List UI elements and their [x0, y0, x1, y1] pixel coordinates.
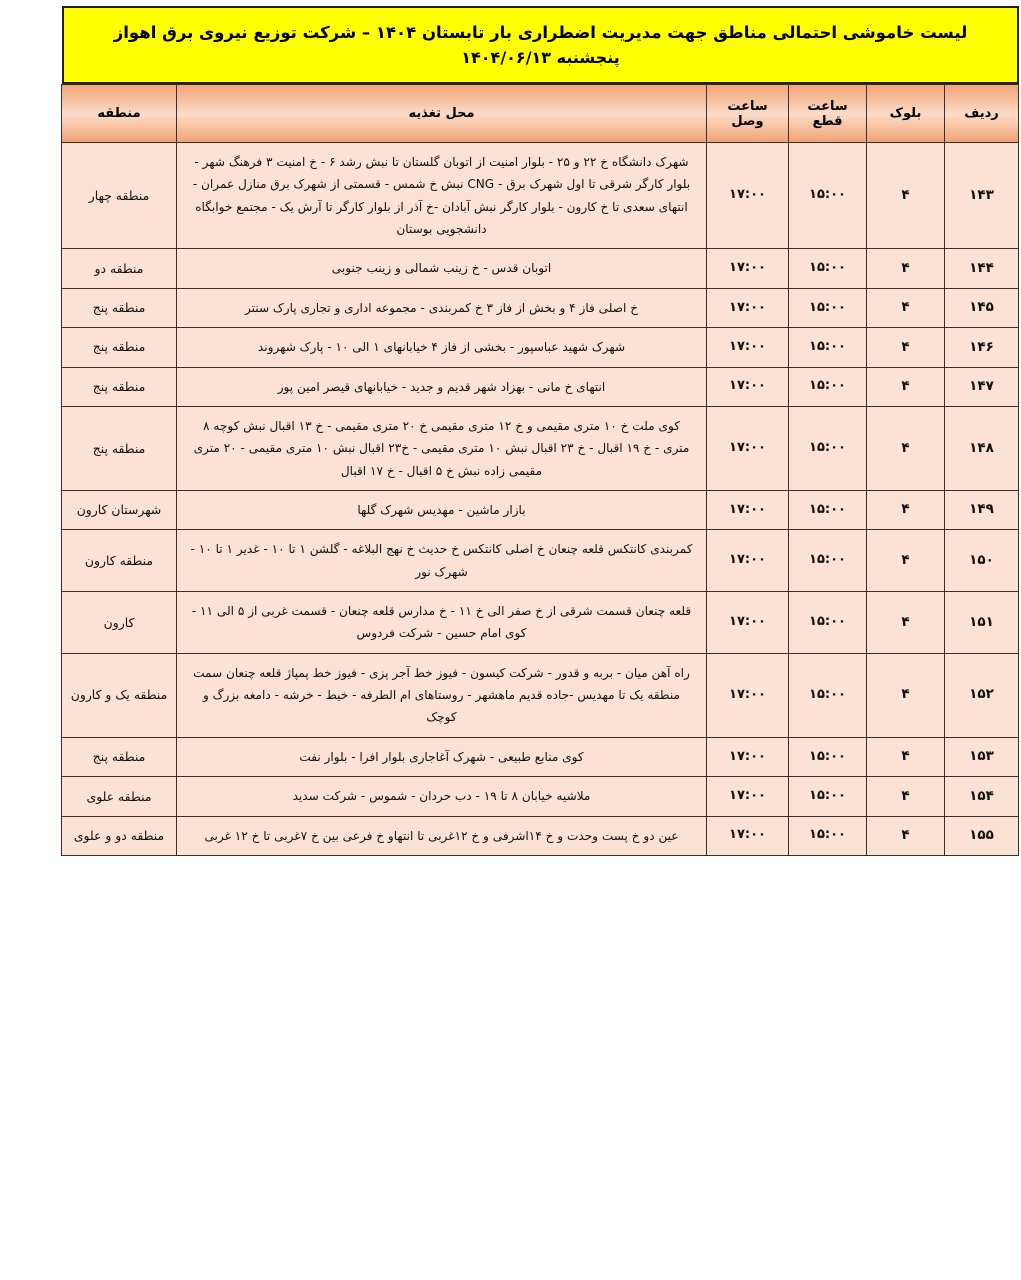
cell-restore-time: ۱۷:۰۰ — [707, 592, 789, 654]
cell-radif: ۱۵۵ — [945, 816, 1019, 855]
cell-cut-time: ۱۵:۰۰ — [789, 737, 867, 776]
cell-zone: منطقه دو و علوی — [62, 816, 177, 855]
cell-cut-time: ۱۵:۰۰ — [789, 367, 867, 406]
cell-feed-location: شهرک شهید عباسپور - بخشی از فاز ۴ خیابانهای ۱ الی ۱۰ - پارک شهروند — [177, 328, 707, 367]
cell-zone: منطقه پنج — [62, 737, 177, 776]
table-row — [62, 490, 1019, 529]
cell-restore-time: ۱۷:۰۰ — [707, 816, 789, 855]
column-header-radif: ردیف — [945, 85, 1019, 143]
cell-cut-time: ۱۵:۰۰ — [789, 777, 867, 816]
table-row — [62, 777, 1019, 816]
cell-zone: منطقه پنج — [62, 367, 177, 406]
table-row — [62, 737, 1019, 776]
cell-radif: ۱۵۱ — [945, 592, 1019, 654]
cell-block: ۴ — [867, 653, 945, 737]
cell-feed-location: خ اصلی فاز ۴ و بخش از فاز ۳ خ کمربندی - مجموعه اداری و تجاری پارک سنتر — [177, 288, 707, 327]
cell-feed-location: ملاشیه خیابان ۸ تا ۱۹ - دب حردان - شموس - شرکت سدید — [177, 777, 707, 816]
cell-block: ۴ — [867, 777, 945, 816]
page-title: لیست خاموشی احتمالی مناطق جهت مدیریت اضطراری بار تابستان ۱۴۰۴ – شرکت توزیع نیروی برق اهواز — [113, 23, 968, 42]
cell-restore-time: ۱۷:۰۰ — [707, 367, 789, 406]
cell-cut-time: ۱۵:۰۰ — [789, 592, 867, 654]
table-row — [62, 288, 1019, 327]
cell-feed-location: شهرک دانشگاه خ ۲۲ و ۲۵ - بلوار امنیت از اتوبان گلستان تا نبش رشد ۶ - خ امنیت ۳ فرهنگ شهر - بلوار کارگر شرقی تا اول شهرک برق - CNG نبش خ شمس - قسمتی از شهرک برق منازل عمران - انتهای سعدی تا خ کارون - بلوار کارگر نبش آبادان -خ آذر از بلوار کارگر تا آرش یک - مجتمع خوابگاه دانشجویی بوستان — [177, 143, 707, 249]
cell-restore-time: ۱۷:۰۰ — [707, 777, 789, 816]
cell-block: ۴ — [867, 490, 945, 529]
cell-block: ۴ — [867, 328, 945, 367]
cell-radif: ۱۴۹ — [945, 490, 1019, 529]
table-body — [62, 143, 1019, 856]
cell-restore-time: ۱۷:۰۰ — [707, 490, 789, 529]
table-row — [62, 530, 1019, 592]
column-header-zone: منطقه — [62, 85, 177, 143]
cell-block: ۴ — [867, 249, 945, 288]
cell-block: ۴ — [867, 367, 945, 406]
cell-restore-time: ۱۷:۰۰ — [707, 328, 789, 367]
column-header-restore-time: ساعت وصل — [707, 85, 789, 143]
cell-block: ۴ — [867, 143, 945, 249]
cell-radif: ۱۵۲ — [945, 653, 1019, 737]
table-row — [62, 367, 1019, 406]
cell-block: ۴ — [867, 406, 945, 490]
table-row — [62, 406, 1019, 490]
cell-feed-location: راه آهن میان - بربه و قدور - شرکت کیسون - فیوز خط آجر پزی - فیوز خط پمپاژ قلعه چنعان سمت منطقه یک تا مهدیس -جاده قدیم ماهشهر - روستاهای ام الطرفه - خیط - خرشه - دامغه بزرگ و کوچک — [177, 653, 707, 737]
cell-restore-time: ۱۷:۰۰ — [707, 249, 789, 288]
cell-feed-location: انتهای خ مانی - بهزاد شهر قدیم و جدید - خیابانهای قیصر امین پور — [177, 367, 707, 406]
column-header-block: بلوک — [867, 85, 945, 143]
cell-cut-time: ۱۵:۰۰ — [789, 328, 867, 367]
cell-cut-time: ۱۵:۰۰ — [789, 406, 867, 490]
cell-feed-location: عین دو خ پست وحدت و خ ۱۴اشرفی و خ ۱۲غربی تا انتهاو خ فرعی بین خ ۷غربی تا خ ۱۲ غربی — [177, 816, 707, 855]
cell-restore-time: ۱۷:۰۰ — [707, 143, 789, 249]
cell-restore-time: ۱۷:۰۰ — [707, 288, 789, 327]
cell-radif: ۱۵۰ — [945, 530, 1019, 592]
cell-radif: ۱۴۵ — [945, 288, 1019, 327]
table-row — [62, 328, 1019, 367]
cell-cut-time: ۱۵:۰۰ — [789, 288, 867, 327]
cell-cut-time: ۱۵:۰۰ — [789, 143, 867, 249]
cell-zone: منطقه پنج — [62, 328, 177, 367]
table-row — [62, 816, 1019, 855]
cell-feed-location: قلعه چنعان قسمت شرقی از خ صفر الی خ ۱۱ - خ مدارس قلعه چنعان - قسمت غربی از ۵ الی ۱۱ - کوی امام حسین - شرکت فردوس — [177, 592, 707, 654]
cell-zone: کارون — [62, 592, 177, 654]
cell-zone: منطقه پنج — [62, 406, 177, 490]
cell-cut-time: ۱۵:۰۰ — [789, 653, 867, 737]
outage-sheet — [62, 6, 1019, 856]
cell-zone: منطقه پنج — [62, 288, 177, 327]
cell-zone: منطقه یک و کارون — [62, 653, 177, 737]
cell-cut-time: ۱۵:۰۰ — [789, 490, 867, 529]
cell-zone: منطقه دو — [62, 249, 177, 288]
cell-feed-location: کمربندی کانتکس قلعه چنعان خ اصلی کانتکس خ حدیث خ نهج البلاغه - گلشن ۱ تا ۱۰ - غدیر ۱ تا ۱۰ - شهرک نور — [177, 530, 707, 592]
cell-feed-location: کوی منابع طبیعی - شهرک آغاجاری بلوار افرا - بلوار نفت — [177, 737, 707, 776]
cell-restore-time: ۱۷:۰۰ — [707, 406, 789, 490]
title-banner — [62, 6, 1019, 84]
cell-zone: منطقه کارون — [62, 530, 177, 592]
table-header-row — [62, 85, 1019, 143]
table-row — [62, 592, 1019, 654]
table-header — [62, 85, 1019, 143]
cell-cut-time: ۱۵:۰۰ — [789, 249, 867, 288]
cell-feed-location: بازار ماشین - مهدیس شهرک گلها — [177, 490, 707, 529]
cell-zone: منطقه علوی — [62, 777, 177, 816]
cell-zone: شهرستان کارون — [62, 490, 177, 529]
cell-restore-time: ۱۷:۰۰ — [707, 737, 789, 776]
cell-radif: ۱۴۴ — [945, 249, 1019, 288]
cell-restore-time: ۱۷:۰۰ — [707, 530, 789, 592]
cell-radif: ۱۴۷ — [945, 367, 1019, 406]
cell-zone: منطقه چهار — [62, 143, 177, 249]
table-row — [62, 143, 1019, 249]
table-row — [62, 249, 1019, 288]
column-header-cut-time: ساعت قطع — [789, 85, 867, 143]
cell-feed-location: کوی ملت خ ۱۰ متری مقیمی و خ ۱۲ متری مقیمی خ ۲۰ متری مقیمی - خ ۱۳ اقبال نبش کوچه ۸ متری - خ ۱۹ اقبال - خ ۲۳ اقبال نبش ۱۰ متری مقیمی - خ۲۳ اقبال نبش ۱۰ متری مقیمی - ۲۰ متری مقیمی زاده نبش خ ۵ اقبال - خ ۱۷ اقبال — [177, 406, 707, 490]
column-header-feed-location: محل تغذیه — [177, 85, 707, 143]
cell-cut-time: ۱۵:۰۰ — [789, 816, 867, 855]
cell-radif: ۱۵۴ — [945, 777, 1019, 816]
page-date: پنجشنبه ۱۴۰۴/۰۶/۱۳ — [461, 48, 620, 67]
cell-feed-location: اتوبان قدس - خ زینب شمالی و زینب جنوبی — [177, 249, 707, 288]
cell-radif: ۱۴۳ — [945, 143, 1019, 249]
cell-radif: ۱۴۶ — [945, 328, 1019, 367]
cell-block: ۴ — [867, 592, 945, 654]
cell-block: ۴ — [867, 288, 945, 327]
table-row — [62, 653, 1019, 737]
cell-block: ۴ — [867, 737, 945, 776]
cell-block: ۴ — [867, 816, 945, 855]
cell-cut-time: ۱۵:۰۰ — [789, 530, 867, 592]
outage-table — [61, 84, 1019, 856]
cell-block: ۴ — [867, 530, 945, 592]
cell-restore-time: ۱۷:۰۰ — [707, 653, 789, 737]
cell-radif: ۱۴۸ — [945, 406, 1019, 490]
cell-radif: ۱۵۳ — [945, 737, 1019, 776]
